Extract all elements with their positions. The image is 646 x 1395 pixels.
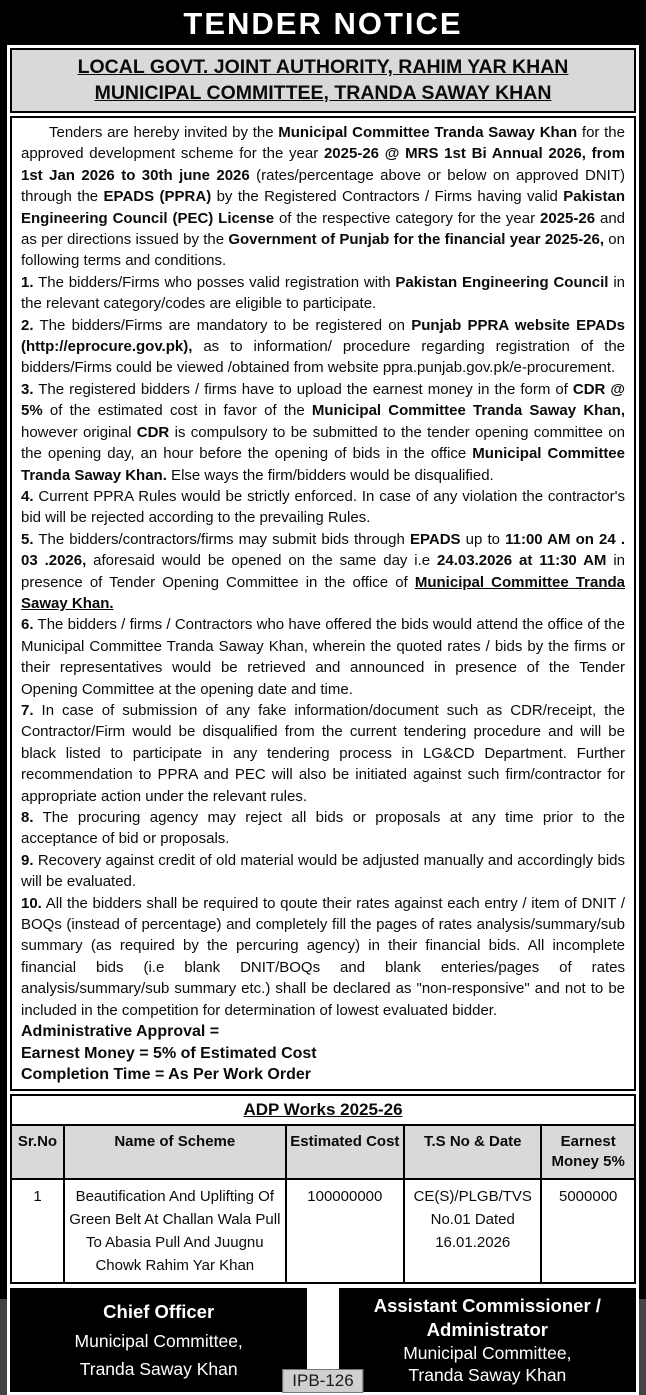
cell-sr-no: 1 [11,1179,64,1283]
term-item-10: 10. All the bidders shall be required to qoute their rates against each entry / item of DNIT / BOQs (instead of percentage) and completely fill the pages of rates analysis/summary/sub summary (as required by the percuring agency) in their financial bids. All incomplete financial bids (i.e blank DNIT/BOQs and blank enteries/pages of rates analysis/summary/sub summary etc.) shall be declared as "non-responsive" and not to be included in the competition for determination of lowest evaluated bidder. [21,894,625,1019]
signatory-org: Municipal Committee, [74,1330,243,1351]
term-item-5: 5. The bidders/contractors/firms may submit bids through EPADS up to 11:00 AM on 24 . 03 .2026, aforesaid would be opened on the same day i.e 24.03.2026 at 11:30 AM in presence of Tender Opening Committee in the office of Municipal Committee Tranda Saway Khan. [21,530,626,612]
notice-body-frame [7,45,639,1395]
cell-earnest-money: 5000000 [541,1179,635,1283]
adp-works-table [10,1094,636,1284]
ipb-reference-badge: IPB-126 [282,1369,363,1393]
signatory-title: Assistant Commissioner / Administrator [373,1294,601,1340]
term-item-1: 1. The bidders/Firms who posses valid registration with Pakistan Engineering Council in the relevant category/codes are eligible to participate. [21,273,625,313]
terms-and-conditions [10,116,636,1091]
authority-header [10,48,636,113]
col-header-sr-no: Sr.No [11,1125,64,1179]
table-title: ADP Works 2025-26 [11,1095,635,1125]
term-item-7: 7. In case of submission of any fake information/document such as CDR/receipt, the Contractor/Firm would be disqualified from the current tendering procedure and will be black listed to participate in any tendering process in LG&CD Department. Further recommendation to PPRA and PEC will also be initiated against such firm/contractor for appropriate action under the relevant rules. [21,701,625,805]
signatory-chief-officer [10,1288,307,1392]
col-header-scheme: Name of Scheme [64,1125,286,1179]
table-row [11,1179,635,1283]
cell-ts-no-date: CE(S)/PLGB/TVS No.01 Dated 16.01.2026 [404,1179,541,1283]
authority-line-1: LOCAL GOVT. JOINT AUTHORITY, RAHIM YAR KHAN [77,56,569,78]
cell-estimated-cost: 100000000 [286,1179,405,1283]
term-item-9: 9. Recovery against credit of old material would be adjusted manually and accordingly bids will be evaluated. [21,851,625,891]
administrative-approval-line: Administrative Approval = [21,1023,220,1041]
completion-time-line: Completion Time = As Per Work Order [21,1066,311,1084]
signature-footer [10,1287,636,1392]
authority-line-2: MUNICIPAL COMMITTEE, TRANDA SAWAY KHAN [94,82,552,104]
intro-paragraph: Tenders are hereby invited by the Municipal Committee Tranda Saway Khan for the approved development scheme for the year 2025-26 @ MRS 1st Bi Annual 2026, from 1st Jan 2026 to 30th june 2026 (rates/percentage above or below on approved DNIT) through the EPADS (PPRA) by the Registered Contractors / Firms having valid Pakistan Engineering Council (PEC) License of the respective category for the year 2025-26 and as per directions issued by the Government of Punjab for the financial year 2025-26, on following terms and conditions. [21,124,625,270]
term-item-6: 6. The bidders / firms / Contractors who have offered the bids would attend the office of the Municipal Committee Tranda Saway Khan, wherein the quoted rates / bids by the firms or their representatives would be retrieved and announced in presence of the Tender Opening Committee at the opening date and time. [21,616,625,698]
term-item-8: 8. The procuring agency may reject all bids or proposals at any time prior to the acceptance of bid or proposals. [21,809,625,848]
signatory-org: Municipal Committee, [403,1342,572,1363]
col-header-earnest-money: Earnest Money 5% [541,1125,635,1179]
signatory-title: Chief Officer [103,1300,215,1322]
signatory-place: Tranda Saway Khan [79,1358,238,1379]
table-header-row [11,1125,635,1179]
page-title: TENDER NOTICE [7,0,639,45]
term-item-2: 2. The bidders/Firms are mandatory to be registered on Punjab PPRA website EPADs (http://eprocure.gov.pk), as to information/ procedure regarding registration of the bidders/Firms could be viewed /obtained from website ppra.punjab.gov.pk/e-procurement. [21,316,625,377]
col-header-estimated-cost: Estimated Cost [286,1125,405,1179]
term-item-4: 4. Current PPRA Rules would be strictly enforced. In case of any violation the contractor's bid will be rejected according to the prevailing Rules. [21,487,625,527]
cell-scheme: Beautification And Uplifting Of Green Belt At Challan Wala Pull To Abasia Pull And Juugnu Chowk Rahim Yar Khan [64,1179,286,1283]
table-title-row [11,1095,635,1125]
signatory-assistant-commissioner [339,1288,636,1392]
term-item-3: 3. The registered bidders / firms have to upload the earnest money in the form of CDR @ 5% of the estimated cost in favor of the Municipal Committee Tranda Saway Khan, however original CDR is compulsory to be submitted to the tender opening committee on the opening day, an hour before the opening of bids in the office Municipal Committee Tranda Saway Khan. Else ways the firm/bidders would be disqualified. [21,380,625,484]
signatory-place: Tranda Saway Khan [408,1364,567,1385]
earnest-money-line: Earnest Money = 5% of Estimated Cost [21,1044,317,1062]
col-header-ts-no-date: T.S No & Date [404,1125,541,1179]
